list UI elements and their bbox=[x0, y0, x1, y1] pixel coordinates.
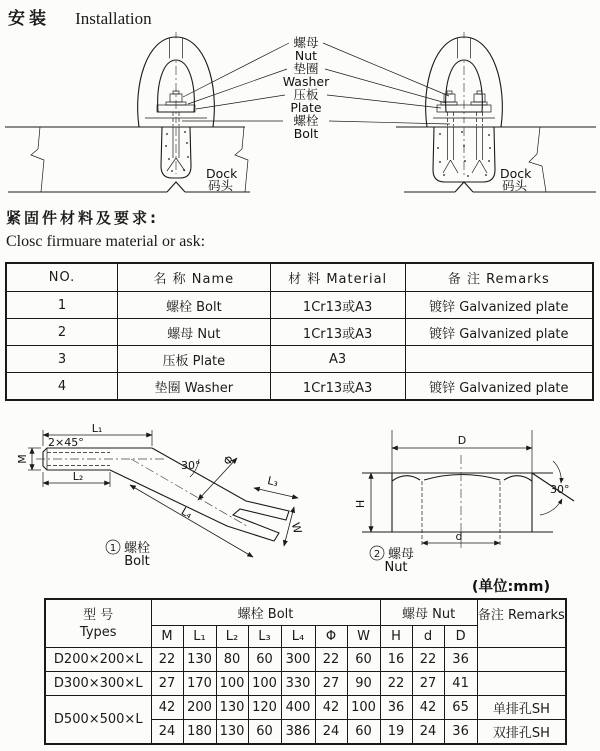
right-anchor-bolts bbox=[443, 127, 487, 178]
label-plate-en: Plate bbox=[290, 100, 322, 115]
dim-l1: L₁ bbox=[91, 422, 103, 435]
left-fender-figure bbox=[5, 32, 250, 193]
remark-cell bbox=[477, 648, 566, 672]
cell: 螺母 Nut bbox=[118, 319, 271, 346]
header-cell: d bbox=[412, 626, 444, 648]
cell: 36 bbox=[380, 696, 412, 720]
header-cell: L₂ bbox=[216, 626, 248, 648]
cell: 1Cr13或A3 bbox=[270, 373, 405, 401]
cell: 1 bbox=[6, 292, 118, 319]
table-header-row bbox=[45, 599, 566, 626]
bolt-caption-en: Bolt bbox=[124, 554, 150, 569]
dim-w: W bbox=[288, 521, 305, 536]
header-cell: L₄ bbox=[281, 626, 315, 648]
dock-label-zh: 码头 bbox=[208, 178, 234, 193]
dimension-table bbox=[44, 598, 567, 745]
cell: 60 bbox=[347, 648, 380, 672]
cell: 42 bbox=[151, 696, 183, 720]
label-nut-zh: 螺母 bbox=[293, 35, 319, 50]
header-cell: W bbox=[347, 626, 380, 648]
cell: 22 bbox=[151, 648, 183, 672]
cell bbox=[405, 346, 593, 373]
cell: 60 bbox=[248, 720, 281, 745]
nut-drawing bbox=[354, 430, 574, 575]
cell: 170 bbox=[183, 672, 216, 696]
left-anchor-bolt bbox=[167, 127, 185, 174]
page-title-zh: 安装 bbox=[8, 9, 50, 29]
cell: A3 bbox=[270, 346, 405, 373]
header-bolt-group: 螺栓 Bolt bbox=[151, 599, 380, 626]
table-row bbox=[6, 373, 593, 401]
cell: 100 bbox=[347, 696, 380, 720]
cell: 400 bbox=[281, 696, 315, 720]
cell: 180 bbox=[183, 720, 216, 745]
cell: 镀锌 Galvanized plate bbox=[405, 292, 593, 319]
cell: 镀锌 Galvanized plate bbox=[405, 373, 593, 401]
type-cell: D500×500×L bbox=[45, 696, 151, 745]
cell: 27 bbox=[151, 672, 183, 696]
cell: 24 bbox=[412, 720, 444, 745]
cell: 4 bbox=[6, 373, 118, 401]
table-row bbox=[6, 319, 593, 346]
cell: 22 bbox=[380, 672, 412, 696]
header-nut-group: 螺母 Nut bbox=[380, 599, 477, 626]
cell: 27 bbox=[315, 672, 347, 696]
cell: 41 bbox=[444, 672, 477, 696]
nut-caption-zh: 螺母 bbox=[388, 547, 415, 562]
cell: 200 bbox=[183, 696, 216, 720]
cell: 垫圈 Washer bbox=[118, 373, 271, 401]
bolt-nut-drawings bbox=[0, 405, 600, 597]
dim-chamfer: 2×45° bbox=[48, 436, 84, 449]
cell: 36 bbox=[444, 720, 477, 745]
dock-label-zh: 码头 bbox=[502, 178, 528, 193]
cell: 42 bbox=[315, 696, 347, 720]
header-types-en: Types bbox=[79, 624, 117, 640]
cell: 42 bbox=[412, 696, 444, 720]
table-row bbox=[45, 696, 566, 720]
label-nut-en: Nut bbox=[294, 48, 318, 63]
cell: 80 bbox=[216, 648, 248, 672]
cell: 90 bbox=[347, 672, 380, 696]
page-title bbox=[8, 4, 152, 29]
cell: 22 bbox=[412, 648, 444, 672]
unit-note: (单位:mm) bbox=[471, 579, 551, 595]
cell: 24 bbox=[151, 720, 183, 745]
cell: 60 bbox=[347, 720, 380, 745]
remark-cell bbox=[477, 672, 566, 696]
cell: 300 bbox=[281, 648, 315, 672]
table-row bbox=[6, 346, 593, 373]
header-cell: M bbox=[151, 626, 183, 648]
cell: 36 bbox=[444, 648, 477, 672]
dock-label-en: Dock bbox=[206, 166, 238, 181]
bolt-number: 1 bbox=[109, 543, 117, 554]
nut-number: 2 bbox=[373, 549, 381, 560]
cell: 螺栓 Bolt bbox=[118, 292, 271, 319]
type-cell: D200×200×L bbox=[45, 648, 151, 672]
fastener-section-heading bbox=[6, 207, 205, 253]
dim-angle: 30° bbox=[550, 483, 570, 496]
dim-l4: L₄ bbox=[178, 504, 195, 522]
remark-cell: 双排孔SH bbox=[477, 720, 566, 745]
dim-phi: Φ bbox=[220, 452, 237, 469]
header-cell: D bbox=[444, 626, 477, 648]
header-cell: H bbox=[380, 626, 412, 648]
table-row bbox=[6, 292, 593, 319]
cell: 60 bbox=[248, 648, 281, 672]
table-row bbox=[45, 648, 566, 672]
bolt-drawing bbox=[16, 422, 304, 569]
nut-caption-en: Nut bbox=[384, 560, 408, 575]
label-bolt-zh: 螺栓 bbox=[293, 113, 319, 128]
cell: 120 bbox=[248, 696, 281, 720]
bolt-caption-zh: 螺栓 bbox=[124, 541, 151, 556]
remark-cell: 单排孔SH bbox=[477, 696, 566, 720]
header-cell: Φ bbox=[315, 626, 347, 648]
header-cell: L₃ bbox=[248, 626, 281, 648]
cell: 100 bbox=[248, 672, 281, 696]
cell: 19 bbox=[380, 720, 412, 745]
cell: 3 bbox=[6, 346, 118, 373]
type-cell: D300×300×L bbox=[45, 672, 151, 696]
label-washer-en: Washer bbox=[282, 74, 330, 89]
material-table bbox=[5, 262, 594, 401]
label-bolt-en: Bolt bbox=[293, 126, 319, 141]
cell: 27 bbox=[412, 672, 444, 696]
cell: 130 bbox=[216, 720, 248, 745]
fastener-heading-zh: 紧固件材料及要求: bbox=[6, 209, 159, 227]
header-cell: L₁ bbox=[183, 626, 216, 648]
right-fender-figure bbox=[396, 32, 596, 193]
cell: 65 bbox=[444, 696, 477, 720]
header-types bbox=[45, 599, 151, 648]
dim-l3: L₃ bbox=[266, 474, 280, 490]
dim-m: M bbox=[16, 454, 29, 464]
header-cell: 备 注 Remarks bbox=[405, 263, 593, 292]
dim-angle: 30° bbox=[181, 459, 201, 472]
cell: 16 bbox=[380, 648, 412, 672]
installation-diagram bbox=[0, 30, 600, 202]
dim-l2: L₂ bbox=[72, 470, 84, 483]
nut-caption bbox=[370, 546, 414, 575]
label-plate-zh: 压板 bbox=[293, 87, 319, 102]
header-cell: 名 称 Name bbox=[118, 263, 271, 292]
table-header-row bbox=[6, 263, 593, 292]
cell: 330 bbox=[281, 672, 315, 696]
cell: 386 bbox=[281, 720, 315, 745]
cell: 1Cr13或A3 bbox=[270, 319, 405, 346]
table-row bbox=[45, 672, 566, 696]
bolt-caption bbox=[106, 540, 150, 569]
cell: 130 bbox=[183, 648, 216, 672]
label-washer-zh: 垫圈 bbox=[293, 61, 319, 76]
fastener-heading-en: Closc firmuare material or ask: bbox=[6, 233, 206, 250]
page-title-en: Installation bbox=[75, 9, 152, 28]
cell: 镀锌 Galvanized plate bbox=[405, 319, 593, 346]
dim-d: d bbox=[455, 530, 463, 543]
dock-label-en: Dock bbox=[500, 166, 532, 181]
header-types-zh: 型 号 bbox=[83, 607, 114, 623]
header-remarks: 备注 Remarks bbox=[477, 599, 566, 648]
part-labels bbox=[182, 35, 450, 141]
cell: 2 bbox=[6, 319, 118, 346]
header-cell: NO. bbox=[6, 263, 118, 292]
cell: 100 bbox=[216, 672, 248, 696]
header-cell: 材 料 Material bbox=[270, 263, 405, 292]
cell: 压板 Plate bbox=[118, 346, 271, 373]
dim-D: D bbox=[457, 434, 467, 447]
cell: 130 bbox=[216, 696, 248, 720]
concrete-dots bbox=[165, 131, 189, 172]
cell: 1Cr13或A3 bbox=[270, 292, 405, 319]
cell: 24 bbox=[315, 720, 347, 745]
cell: 22 bbox=[315, 648, 347, 672]
dim-H: H bbox=[354, 499, 367, 509]
